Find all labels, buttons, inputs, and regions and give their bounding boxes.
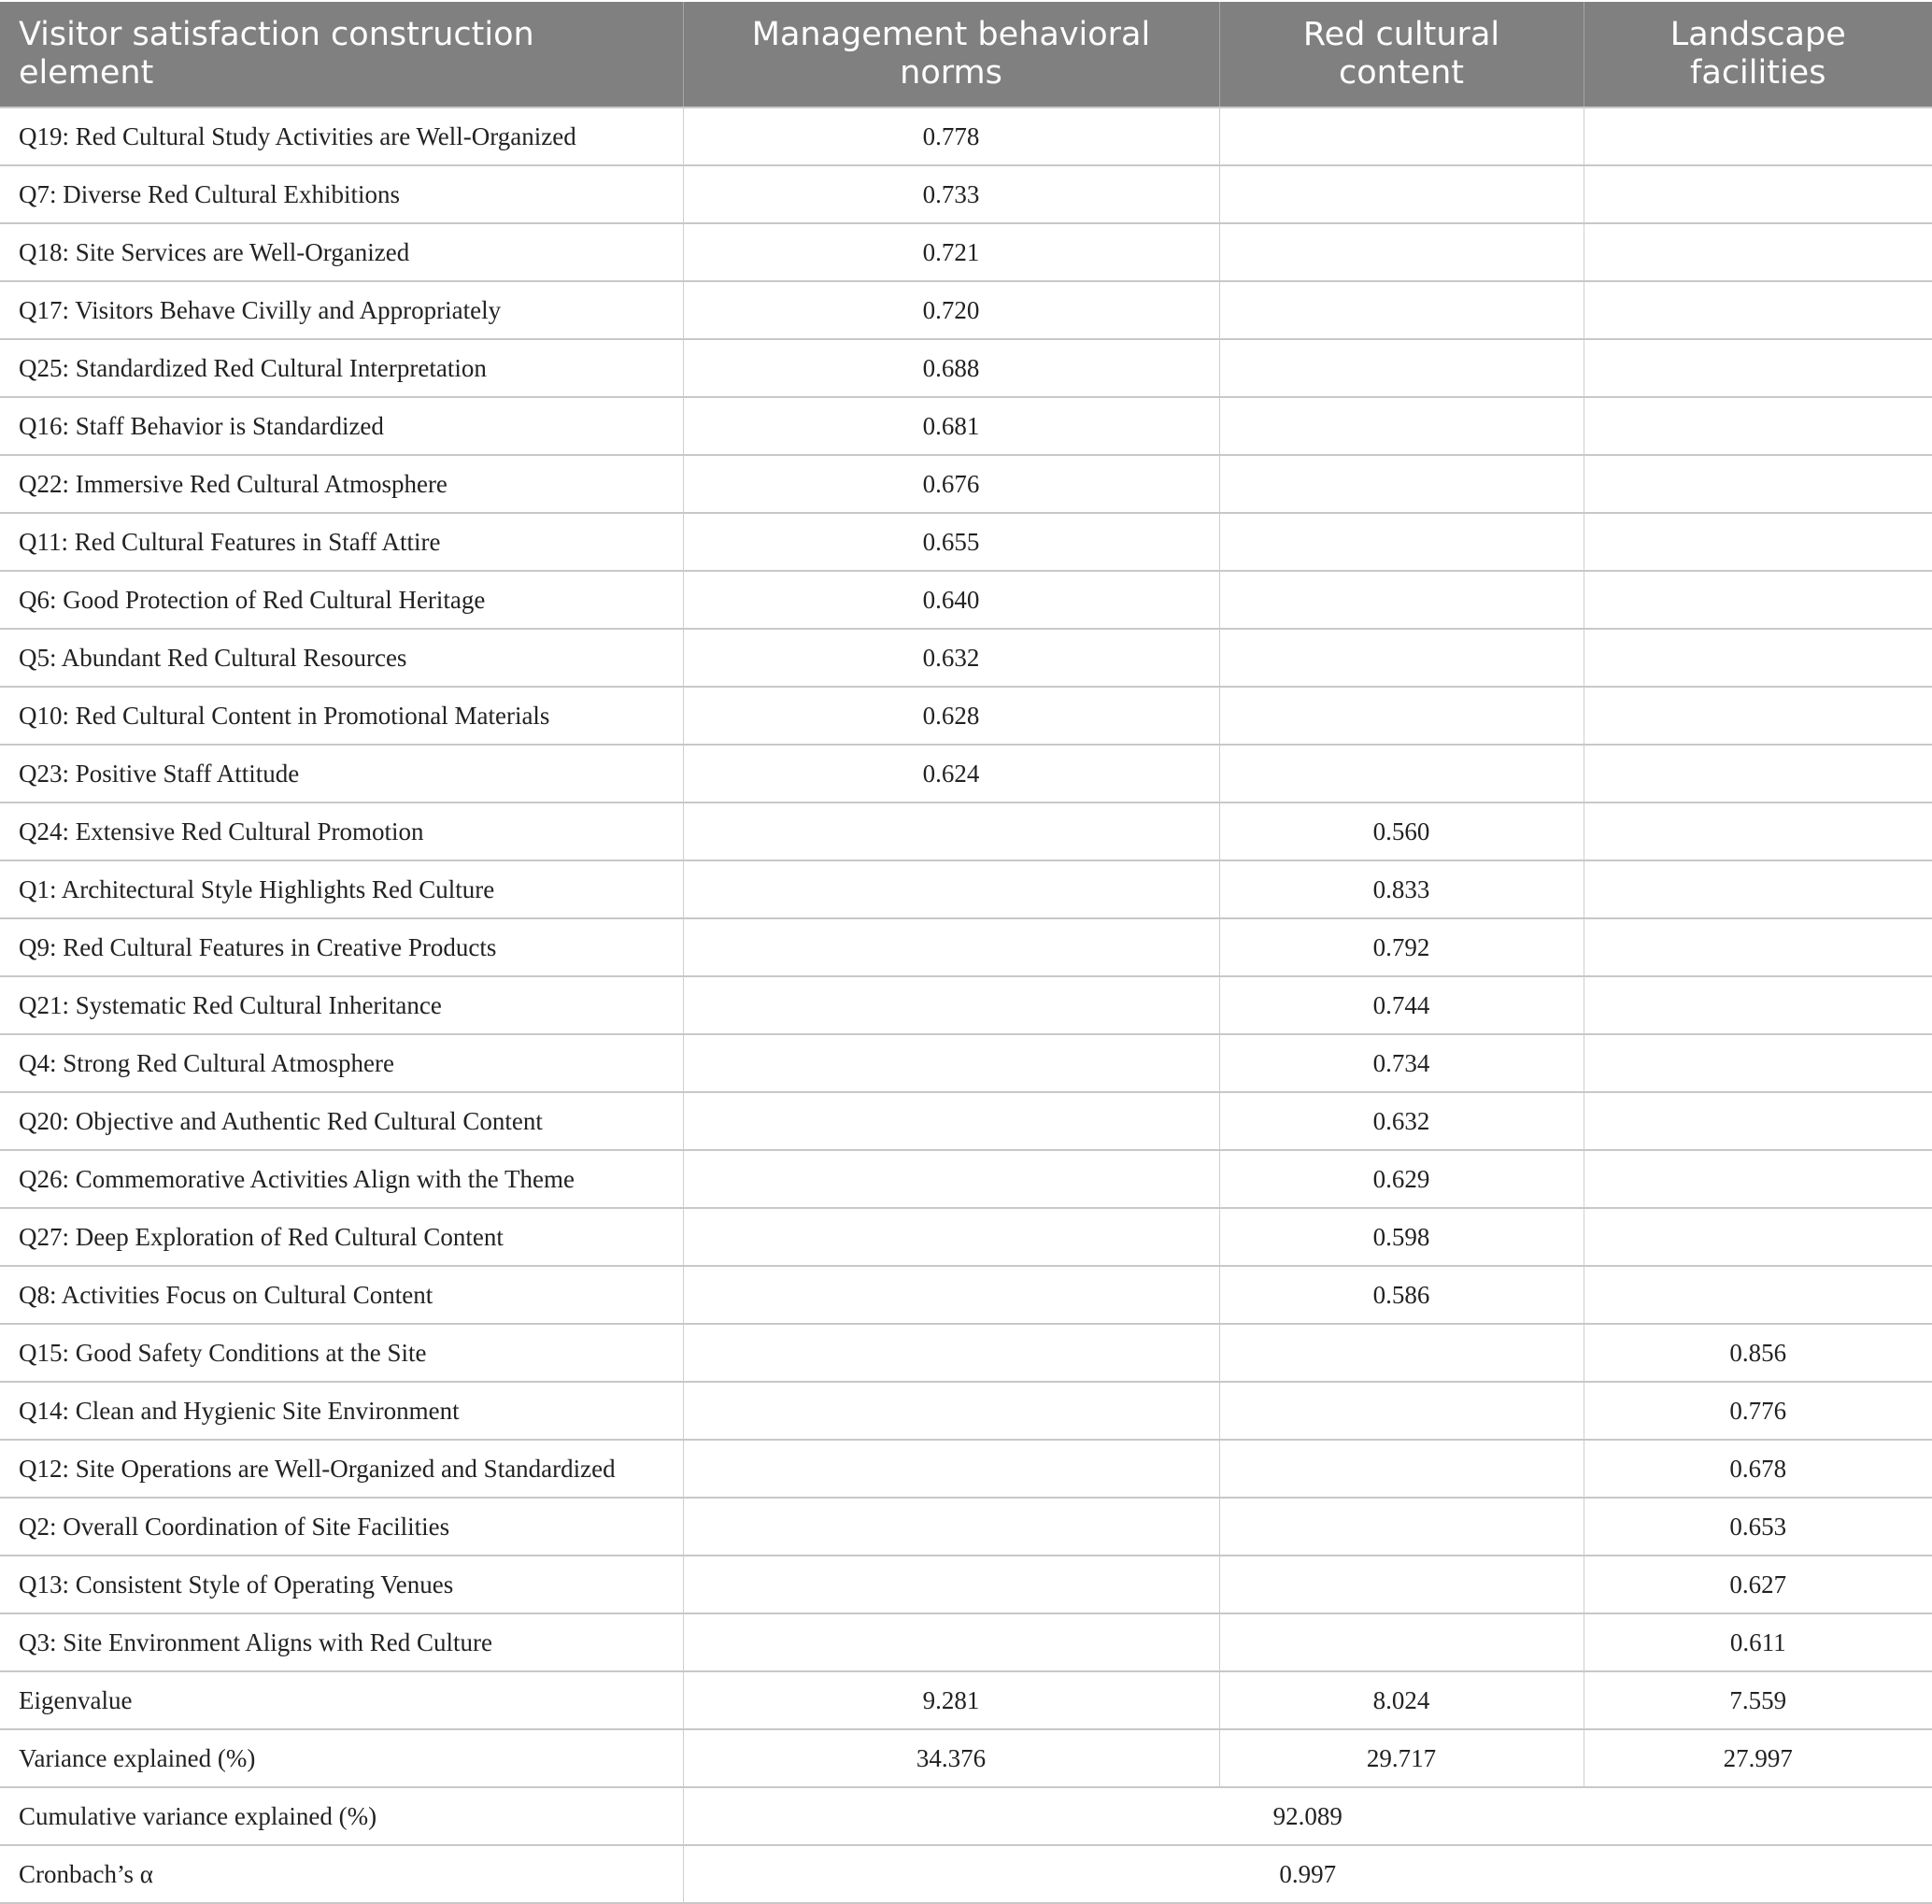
table-row <box>0 1613 1932 1671</box>
table-row <box>0 513 1932 571</box>
header-row <box>0 2 1932 107</box>
management-behavioral-norms-value <box>683 860 1219 918</box>
red-cultural-content-value: 0.792 <box>1219 918 1584 976</box>
management-behavioral-norms-value: 0.676 <box>683 455 1219 513</box>
management-behavioral-norms-value <box>683 1324 1219 1382</box>
element-label: Variance explained (%) <box>0 1729 683 1787</box>
management-behavioral-norms-value <box>683 803 1219 860</box>
management-behavioral-norms-value <box>683 1208 1219 1266</box>
management-behavioral-norms-value <box>683 976 1219 1034</box>
red-cultural-content-value <box>1219 1440 1584 1498</box>
management-behavioral-norms-value: 0.628 <box>683 687 1219 745</box>
element-label: Q11: Red Cultural Features in Staff Attire <box>0 513 683 571</box>
landscape-facilities-value: 0.856 <box>1584 1324 1932 1382</box>
table-row <box>0 339 1932 397</box>
table-row <box>0 223 1932 281</box>
table-row <box>0 1671 1932 1729</box>
red-cultural-content-value <box>1219 339 1584 397</box>
management-behavioral-norms-value <box>683 1498 1219 1556</box>
red-cultural-content-value <box>1219 223 1584 281</box>
landscape-facilities-value <box>1584 339 1932 397</box>
management-behavioral-norms-value <box>683 1034 1219 1092</box>
header-landscape-facilities: Landscape facilities <box>1584 2 1932 107</box>
summary-label: Cumulative variance explained (%) <box>0 1787 683 1845</box>
landscape-facilities-value <box>1584 687 1932 745</box>
red-cultural-content-value <box>1219 1498 1584 1556</box>
landscape-facilities-value: 27.997 <box>1584 1729 1932 1787</box>
landscape-facilities-value <box>1584 1266 1932 1324</box>
red-cultural-content-value: 0.744 <box>1219 976 1584 1034</box>
management-behavioral-norms-value <box>683 1556 1219 1613</box>
management-behavioral-norms-value <box>683 1440 1219 1498</box>
table-row <box>0 1150 1932 1208</box>
table-row <box>0 1034 1932 1092</box>
red-cultural-content-value <box>1219 1382 1584 1440</box>
table-row <box>0 1092 1932 1150</box>
landscape-facilities-value <box>1584 1150 1932 1208</box>
landscape-facilities-value <box>1584 165 1932 223</box>
landscape-facilities-value: 0.776 <box>1584 1382 1932 1440</box>
table-row <box>0 1324 1932 1382</box>
table-row <box>0 107 1932 165</box>
summary-value: 0.997 <box>683 1845 1932 1903</box>
table-row <box>0 397 1932 455</box>
table-row <box>0 281 1932 339</box>
landscape-facilities-value <box>1584 1208 1932 1266</box>
element-label: Q13: Consistent Style of Operating Venues <box>0 1556 683 1613</box>
landscape-facilities-value <box>1584 629 1932 687</box>
table-row <box>0 1440 1932 1498</box>
table-row <box>0 1208 1932 1266</box>
table-row <box>0 918 1932 976</box>
red-cultural-content-value: 29.717 <box>1219 1729 1584 1787</box>
management-behavioral-norms-value: 0.733 <box>683 165 1219 223</box>
table-row <box>0 455 1932 513</box>
red-cultural-content-value: 0.833 <box>1219 860 1584 918</box>
red-cultural-content-value: 0.629 <box>1219 1150 1584 1208</box>
element-label: Q20: Objective and Authentic Red Cultural Content <box>0 1092 683 1150</box>
management-behavioral-norms-value: 0.624 <box>683 745 1219 803</box>
landscape-facilities-value: 0.678 <box>1584 1440 1932 1498</box>
management-behavioral-norms-value: 34.376 <box>683 1729 1219 1787</box>
landscape-facilities-value <box>1584 513 1932 571</box>
summary-row <box>0 1845 1932 1903</box>
landscape-facilities-value <box>1584 745 1932 803</box>
landscape-facilities-value <box>1584 976 1932 1034</box>
element-label: Q17: Visitors Behave Civilly and Appropriately <box>0 281 683 339</box>
table-row <box>0 1556 1932 1613</box>
landscape-facilities-value <box>1584 223 1932 281</box>
landscape-facilities-value <box>1584 455 1932 513</box>
management-behavioral-norms-value: 0.640 <box>683 571 1219 629</box>
landscape-facilities-value <box>1584 107 1932 165</box>
element-label: Q23: Positive Staff Attitude <box>0 745 683 803</box>
red-cultural-content-value <box>1219 1613 1584 1671</box>
element-label: Q22: Immersive Red Cultural Atmosphere <box>0 455 683 513</box>
element-label: Eigenvalue <box>0 1671 683 1729</box>
landscape-facilities-value <box>1584 397 1932 455</box>
landscape-facilities-value <box>1584 918 1932 976</box>
element-label: Q18: Site Services are Well-Organized <box>0 223 683 281</box>
table-row <box>0 803 1932 860</box>
red-cultural-content-value: 0.560 <box>1219 803 1584 860</box>
management-behavioral-norms-value: 0.721 <box>683 223 1219 281</box>
red-cultural-content-value <box>1219 1556 1584 1613</box>
summary-label: Cronbach’s α <box>0 1845 683 1903</box>
header-element: Visitor satisfaction construction element <box>0 2 683 107</box>
element-label: Q10: Red Cultural Content in Promotional Materials <box>0 687 683 745</box>
landscape-facilities-value: 0.653 <box>1584 1498 1932 1556</box>
table-row <box>0 571 1932 629</box>
landscape-facilities-value <box>1584 281 1932 339</box>
red-cultural-content-value <box>1219 629 1584 687</box>
management-behavioral-norms-value: 0.688 <box>683 339 1219 397</box>
element-label: Q3: Site Environment Aligns with Red Culture <box>0 1613 683 1671</box>
red-cultural-content-value: 0.598 <box>1219 1208 1584 1266</box>
red-cultural-content-value <box>1219 1324 1584 1382</box>
red-cultural-content-value: 8.024 <box>1219 1671 1584 1729</box>
red-cultural-content-value <box>1219 397 1584 455</box>
management-behavioral-norms-value: 0.681 <box>683 397 1219 455</box>
element-label: Q27: Deep Exploration of Red Cultural Content <box>0 1208 683 1266</box>
element-label: Q19: Red Cultural Study Activities are Well-Organized <box>0 107 683 165</box>
element-label: Q1: Architectural Style Highlights Red Culture <box>0 860 683 918</box>
element-label: Q16: Staff Behavior is Standardized <box>0 397 683 455</box>
management-behavioral-norms-value <box>683 1266 1219 1324</box>
management-behavioral-norms-value: 0.655 <box>683 513 1219 571</box>
management-behavioral-norms-value <box>683 1150 1219 1208</box>
table-row <box>0 165 1932 223</box>
red-cultural-content-value <box>1219 281 1584 339</box>
red-cultural-content-value: 0.734 <box>1219 1034 1584 1092</box>
red-cultural-content-value <box>1219 513 1584 571</box>
management-behavioral-norms-value: 9.281 <box>683 1671 1219 1729</box>
management-behavioral-norms-value <box>683 1382 1219 1440</box>
summary-row <box>0 1787 1932 1845</box>
table-row <box>0 1729 1932 1787</box>
element-label: Q14: Clean and Hygienic Site Environment <box>0 1382 683 1440</box>
factor-loading-table <box>0 2 1932 1904</box>
management-behavioral-norms-value: 0.720 <box>683 281 1219 339</box>
table-row <box>0 860 1932 918</box>
management-behavioral-norms-value <box>683 1613 1219 1671</box>
table-row <box>0 1266 1932 1324</box>
landscape-facilities-value: 0.611 <box>1584 1613 1932 1671</box>
landscape-facilities-value: 7.559 <box>1584 1671 1932 1729</box>
red-cultural-content-value <box>1219 687 1584 745</box>
management-behavioral-norms-value: 0.778 <box>683 107 1219 165</box>
table-row <box>0 687 1932 745</box>
table-row <box>0 745 1932 803</box>
landscape-facilities-value <box>1584 803 1932 860</box>
red-cultural-content-value <box>1219 165 1584 223</box>
element-label: Q5: Abundant Red Cultural Resources <box>0 629 683 687</box>
element-label: Q7: Diverse Red Cultural Exhibitions <box>0 165 683 223</box>
red-cultural-content-value <box>1219 107 1584 165</box>
element-label: Q9: Red Cultural Features in Creative Products <box>0 918 683 976</box>
element-label: Q6: Good Protection of Red Cultural Heritage <box>0 571 683 629</box>
landscape-facilities-value <box>1584 860 1932 918</box>
landscape-facilities-value <box>1584 1034 1932 1092</box>
table-row <box>0 976 1932 1034</box>
red-cultural-content-value <box>1219 745 1584 803</box>
table-row <box>0 629 1932 687</box>
element-label: Q26: Commemorative Activities Align with the Theme <box>0 1150 683 1208</box>
summary-value: 92.089 <box>683 1787 1932 1845</box>
landscape-facilities-value <box>1584 1092 1932 1150</box>
red-cultural-content-value: 0.632 <box>1219 1092 1584 1150</box>
header-red-cultural-content: Red cultural content <box>1219 2 1584 107</box>
element-label: Q2: Overall Coordination of Site Facilities <box>0 1498 683 1556</box>
landscape-facilities-value <box>1584 571 1932 629</box>
management-behavioral-norms-value <box>683 1092 1219 1150</box>
table-row <box>0 1498 1932 1556</box>
element-label: Q12: Site Operations are Well-Organized and Standardized <box>0 1440 683 1498</box>
element-label: Q21: Systematic Red Cultural Inheritance <box>0 976 683 1034</box>
element-label: Q25: Standardized Red Cultural Interpretation <box>0 339 683 397</box>
element-label: Q15: Good Safety Conditions at the Site <box>0 1324 683 1382</box>
header-management-behavioral-norms: Management behavioral norms <box>683 2 1219 107</box>
table-body <box>0 107 1932 1903</box>
red-cultural-content-value <box>1219 571 1584 629</box>
element-label: Q24: Extensive Red Cultural Promotion <box>0 803 683 860</box>
red-cultural-content-value: 0.586 <box>1219 1266 1584 1324</box>
table-row <box>0 1382 1932 1440</box>
red-cultural-content-value <box>1219 455 1584 513</box>
management-behavioral-norms-value: 0.632 <box>683 629 1219 687</box>
element-label: Q8: Activities Focus on Cultural Content <box>0 1266 683 1324</box>
landscape-facilities-value: 0.627 <box>1584 1556 1932 1613</box>
management-behavioral-norms-value <box>683 918 1219 976</box>
element-label: Q4: Strong Red Cultural Atmosphere <box>0 1034 683 1092</box>
